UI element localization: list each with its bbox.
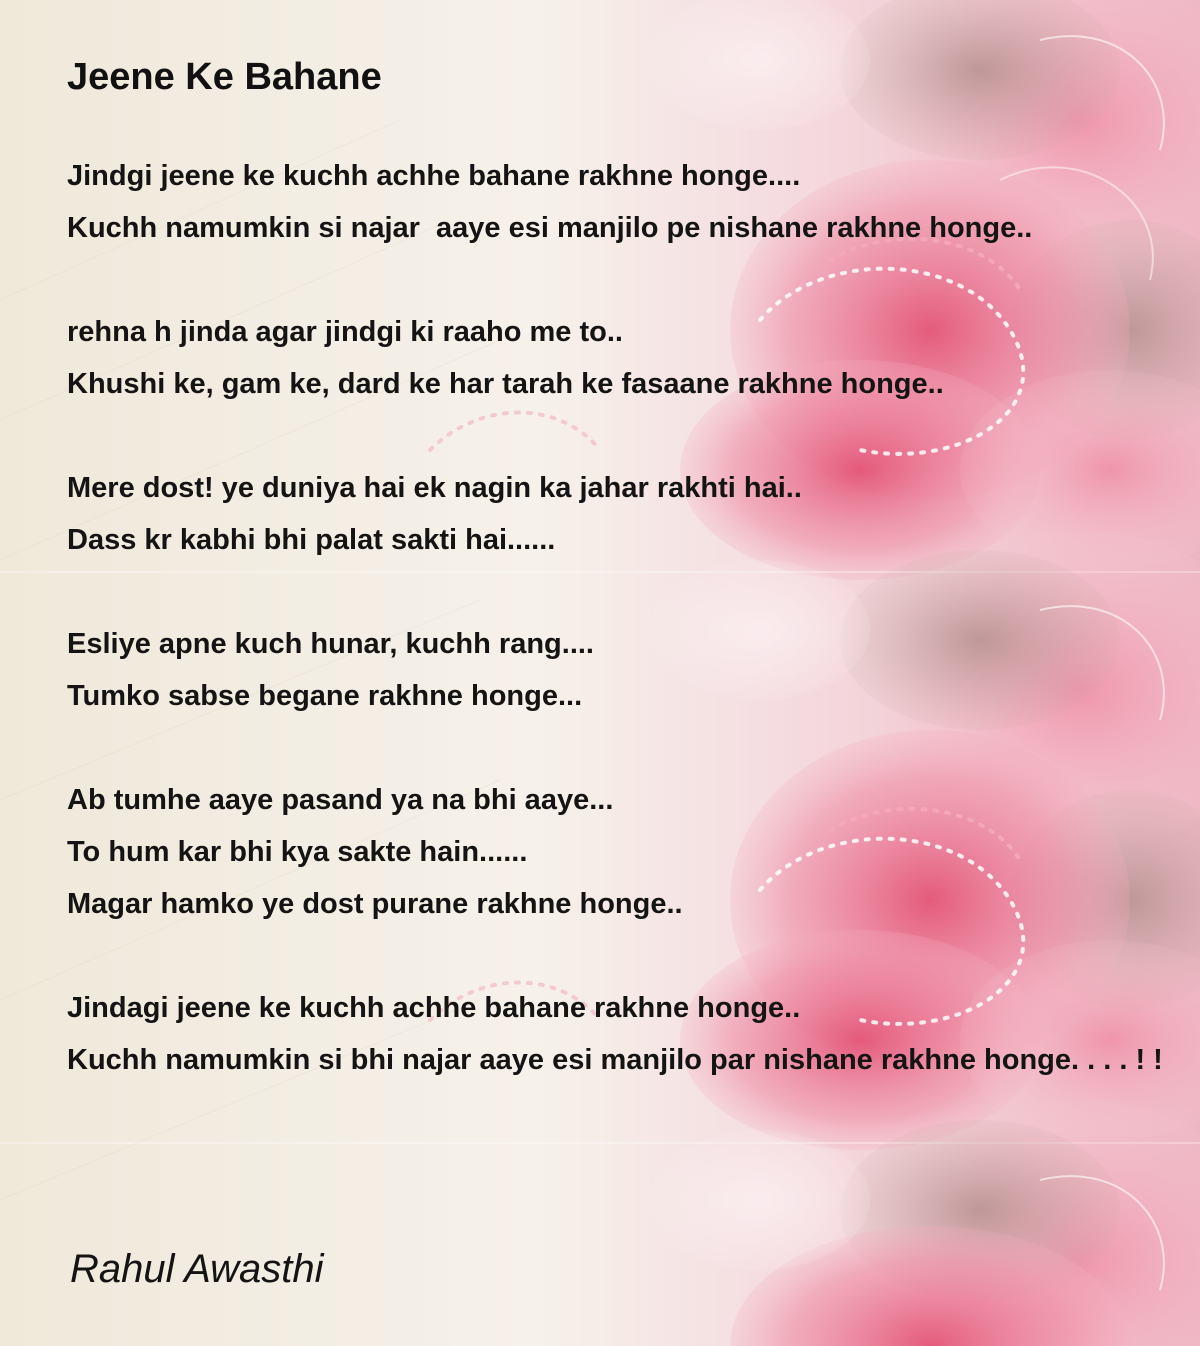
poem-line: To hum kar bhi kya sakte hain......	[67, 836, 528, 868]
poem-title: Jeene Ke Bahane	[67, 56, 382, 98]
poem-stanza	[67, 462, 1177, 566]
poem-stanza	[67, 618, 1177, 722]
poem-stanza	[67, 982, 1177, 1086]
poem-body	[67, 150, 1177, 1138]
poem-stanza	[67, 306, 1177, 410]
poem-stanza	[67, 150, 1177, 254]
poem-line: Ab tumhe aaye pasand ya na bhi aaye...	[67, 784, 614, 816]
poem-line: Tumko sabse begane rakhne honge...	[67, 680, 583, 712]
author-name: Rahul Awasthi	[70, 1247, 324, 1291]
poem-line: Jindagi jeene ke kuchh achhe bahane rakhne honge..	[67, 992, 801, 1024]
poem-line: Esliye apne kuch hunar, kuchh rang....	[67, 628, 594, 660]
poem-line: Jindgi jeene ke kuchh achhe bahane rakhne honge....	[67, 160, 801, 192]
poem-stanza	[67, 774, 1177, 930]
poem-line: Khushi ke, gam ke, dard ke har tarah ke fasaane rakhne honge..	[67, 368, 944, 400]
poem-line: Kuchh namumkin si bhi najar aaye esi manjilo par nishane rakhne honge. . . . ! !	[67, 1044, 1163, 1076]
poem-line: Mere dost! ye duniya hai ek nagin ka jahar rakhti hai..	[67, 472, 802, 504]
poem-line: Kuchh namumkin si najar aaye esi manjilo pe nishane rakhne honge..	[67, 212, 1033, 244]
poem-line: rehna h jinda agar jindgi ki raaho me to..	[67, 316, 623, 348]
poem-line: Dass kr kabhi bhi palat sakti hai......	[67, 524, 556, 556]
poem-line: Magar hamko ye dost purane rakhne honge..	[67, 888, 683, 920]
